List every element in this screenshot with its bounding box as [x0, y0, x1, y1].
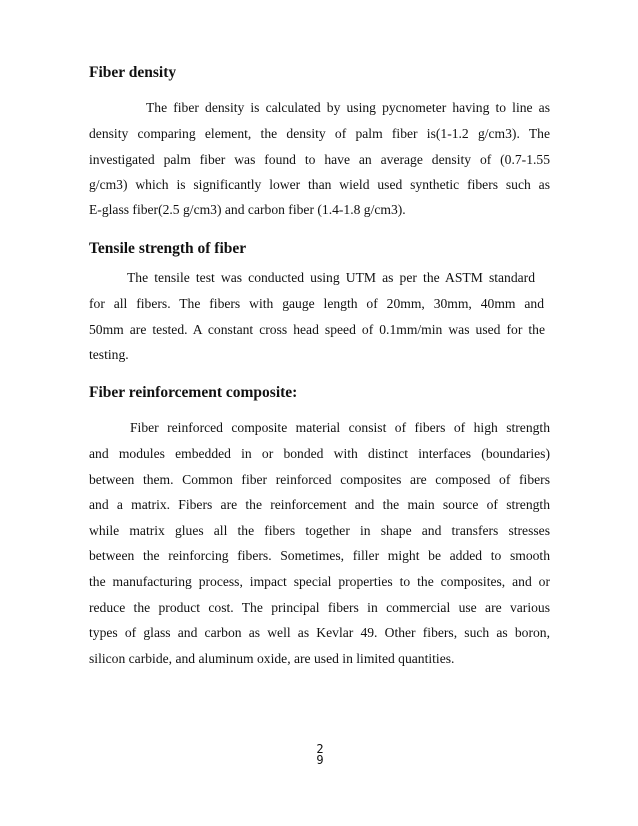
paragraph-line: reduce the product cost. The principal fibers in commercial use are various [89, 600, 550, 615]
paragraph-line: g/cm3) which is significantly lower than wield used synthetic fibers such as [89, 177, 550, 192]
paragraph-line: for all fibers. The fibers with gauge length of 20mm, 30mm, 40mm and [89, 296, 544, 311]
paragraph-line: between them. Common fiber reinforced composites are composed of fibers [89, 472, 550, 487]
heading-fiber-density: Fiber density [89, 64, 177, 81]
page-number-digit: 9 [316, 753, 324, 767]
paragraph-line: types of glass and carbon as well as Kevlar 49. Other fibers, such as boron, [89, 625, 550, 640]
paragraph-line: the manufacturing process, impact special properties to the composites, and or [89, 574, 550, 589]
paragraph-line: testing. [89, 347, 129, 362]
heading-fiber-reinforcement-composite: Fiber reinforcement composite: [89, 384, 298, 401]
paragraph-line: Fiber reinforced composite material consist of fibers of high strength [130, 420, 550, 435]
paragraph-line: density comparing element, the density of palm fiber is(1-1.2 g/cm3). The [89, 126, 550, 141]
page-number-digit: 2 [316, 742, 324, 756]
paragraph-line: while matrix glues all the fibers together in shape and transfers stresses [89, 523, 550, 538]
paragraph-line: The fiber density is calculated by using pycnometer having to line as [146, 100, 550, 115]
heading-tensile-strength: Tensile strength of fiber [89, 240, 247, 257]
paragraph-line: The tensile test was conducted using UTM as per the ASTM standard [127, 270, 535, 285]
paragraph-line: investigated palm fiber was found to have an average density of (0.7-1.55 [89, 152, 550, 167]
paragraph-line: and modules embedded in or bonded with distinct interfaces (boundaries) [89, 446, 550, 461]
paragraph-line: and a matrix. Fibers are the reinforcement and the main source of strength [89, 497, 550, 512]
paragraph-line: E-glass fiber(2.5 g/cm3) and carbon fiber (1.4-1.8 g/cm3). [89, 202, 406, 217]
paragraph-line: between the reinforcing fibers. Sometimes, filler might be added to smooth [89, 548, 550, 563]
paragraph-line: 50mm are tested. A constant cross head speed of 0.1mm/min was used for the [89, 322, 545, 337]
paragraph-line: silicon carbide, and aluminum oxide, are used in limited quantities. [89, 651, 455, 666]
